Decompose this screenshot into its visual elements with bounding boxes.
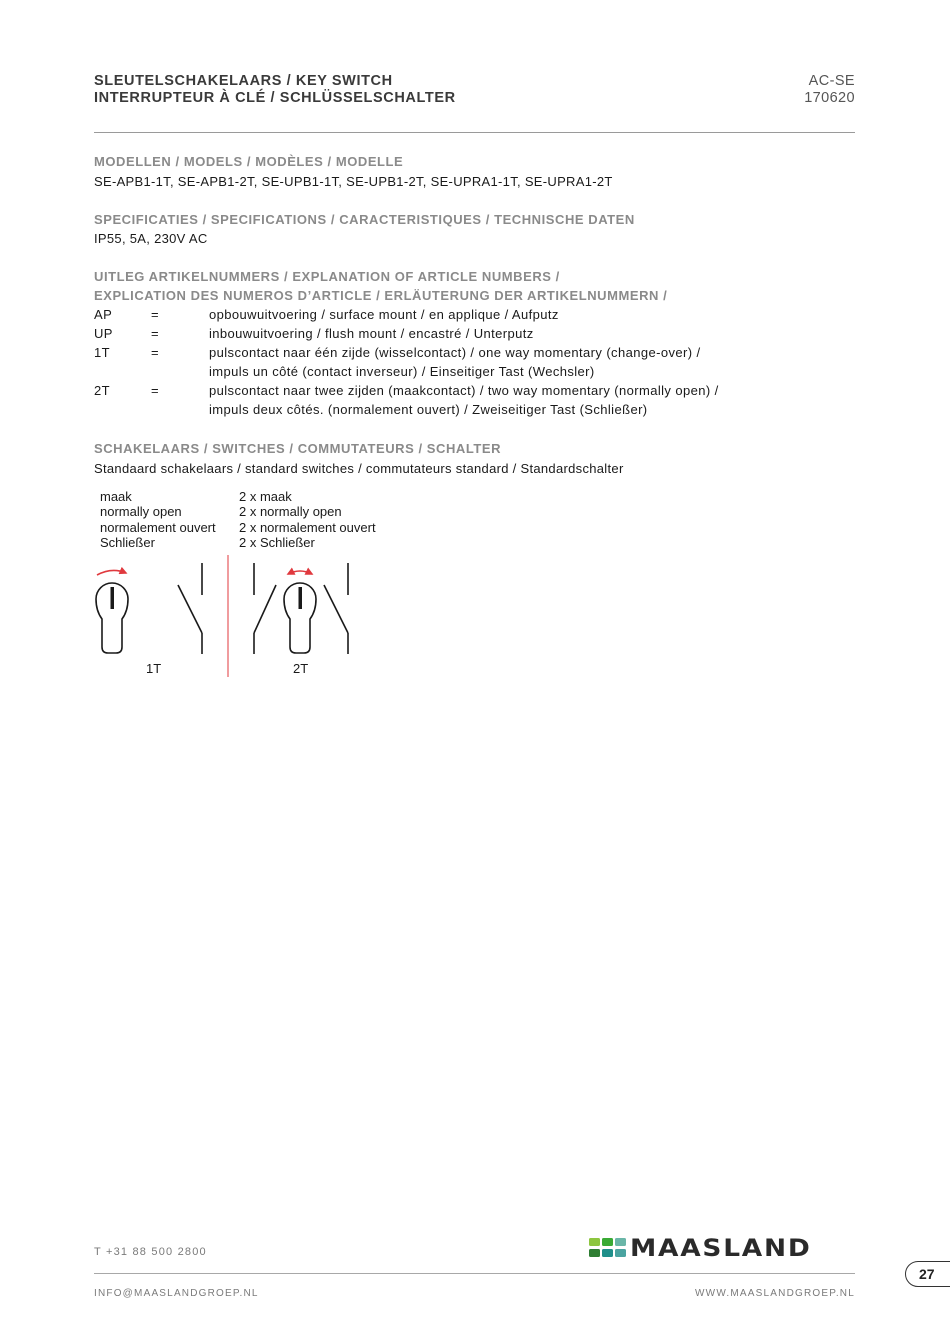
rotation-arrow-2t-icon <box>288 571 312 574</box>
switch-2t-description <box>239 489 376 551</box>
description-line: 2 x normally open <box>239 504 342 520</box>
explanation-heading-1: UITLEG ARTIKELNUMMERS / EXPLANATION OF ARTICLE NUMBERS / <box>94 269 560 284</box>
page-number-badge <box>905 1261 950 1287</box>
specs-heading: SPECIFICATIES / SPECIFICATIONS / CARACTERISTIQUES / TECHNISCHE DATEN <box>94 212 635 227</box>
models-text: SE-APB1-1T, SE-APB1-2T, SE-UPB1-1T, SE-UPB1-2T, SE-UPRA1-1T, SE-UPRA1-2T <box>94 174 613 189</box>
row-code: 1T <box>94 345 110 360</box>
key-cylinder-2t-icon <box>284 583 316 653</box>
row-code: UP <box>94 326 113 341</box>
contact-symbol-2t-left-icon <box>254 563 276 654</box>
row-equals: = <box>151 307 159 322</box>
footer-email[interactable]: INFO@MAASLANDGROEP.NL <box>94 1288 259 1299</box>
label-2t: 2T <box>293 661 309 676</box>
document-title <box>94 73 456 107</box>
key-cylinder-1t-icon <box>96 583 128 653</box>
page-number: 27 <box>919 1266 935 1282</box>
row-description: impuls un côté (contact inverseur) / Einseitiger Tast (Wechsler) <box>209 364 595 379</box>
switch-1t-description <box>100 489 216 551</box>
switch-diagram <box>88 555 358 680</box>
maasland-logo <box>589 1234 855 1262</box>
logo-wordmark: MAASLAND <box>630 1234 812 1262</box>
header-divider <box>94 132 855 133</box>
switches-text: Standaard schakelaars / standard switches / commutateurs standard / Standardschalter <box>94 461 624 476</box>
row-code: 2T <box>94 383 110 398</box>
title-line-1: SLEUTELSCHAKELAARS / KEY SWITCH <box>94 73 393 89</box>
label-1t: 1T <box>146 661 162 676</box>
description-line: maak <box>100 489 132 504</box>
specs-text: IP55, 5A, 230V AC <box>94 231 208 246</box>
row-code: AP <box>94 307 113 322</box>
row-equals: = <box>151 326 159 341</box>
row-equals: = <box>151 383 159 398</box>
document-code <box>804 73 855 107</box>
row-description: impuls deux côtés. (normalement ouvert) / Zweiseitiger Tast (Schließer) <box>209 402 648 417</box>
description-line: normalement ouvert <box>100 519 216 535</box>
description-line: 2 x normalement ouvert <box>239 519 376 535</box>
description-line: 2 x maak <box>239 489 292 504</box>
row-description: pulscontact naar één zijde (wisselcontact) / one way momentary (change-over) / <box>209 345 701 360</box>
description-line: Schließer <box>100 535 155 551</box>
footer-website[interactable]: WWW.MAASLANDGROEP.NL <box>695 1288 855 1299</box>
title-line-2: INTERRUPTEUR À CLÉ / SCHLÜSSELSCHALTER <box>94 90 456 106</box>
product-code: AC-SE <box>808 73 855 89</box>
contact-symbol-1t-icon <box>178 563 202 654</box>
description-line: normally open <box>100 504 182 520</box>
contact-symbol-2t-right-icon <box>324 563 348 654</box>
models-heading: MODELLEN / MODELS / MODÈLES / MODELLE <box>94 154 404 169</box>
revision-date: 170620 <box>804 90 855 106</box>
rotation-arrow-1t-icon <box>97 570 126 575</box>
switches-heading: SCHAKELAARS / SWITCHES / COMMUTATEURS / SCHALTER <box>94 441 502 456</box>
row-description: opbouwuitvoering / surface mount / en applique / Aufputz <box>209 307 559 322</box>
explanation-heading-2: EXPLICATION DES NUMEROS D’ARTICLE / ERLÄUTERUNG DER ARTIKELNUMMERN / <box>94 288 668 303</box>
footer-divider <box>94 1273 855 1274</box>
row-description: pulscontact naar twee zijden (maakcontact) / two way momentary (normally open) / <box>209 383 719 398</box>
row-equals: = <box>151 345 159 360</box>
description-line: 2 x Schließer <box>239 535 315 551</box>
footer-phone: T +31 88 500 2800 <box>94 1246 207 1258</box>
row-description: inbouwuitvoering / flush mount / encastré / Unterputz <box>209 326 534 341</box>
logo-mark-icon <box>589 1238 629 1258</box>
